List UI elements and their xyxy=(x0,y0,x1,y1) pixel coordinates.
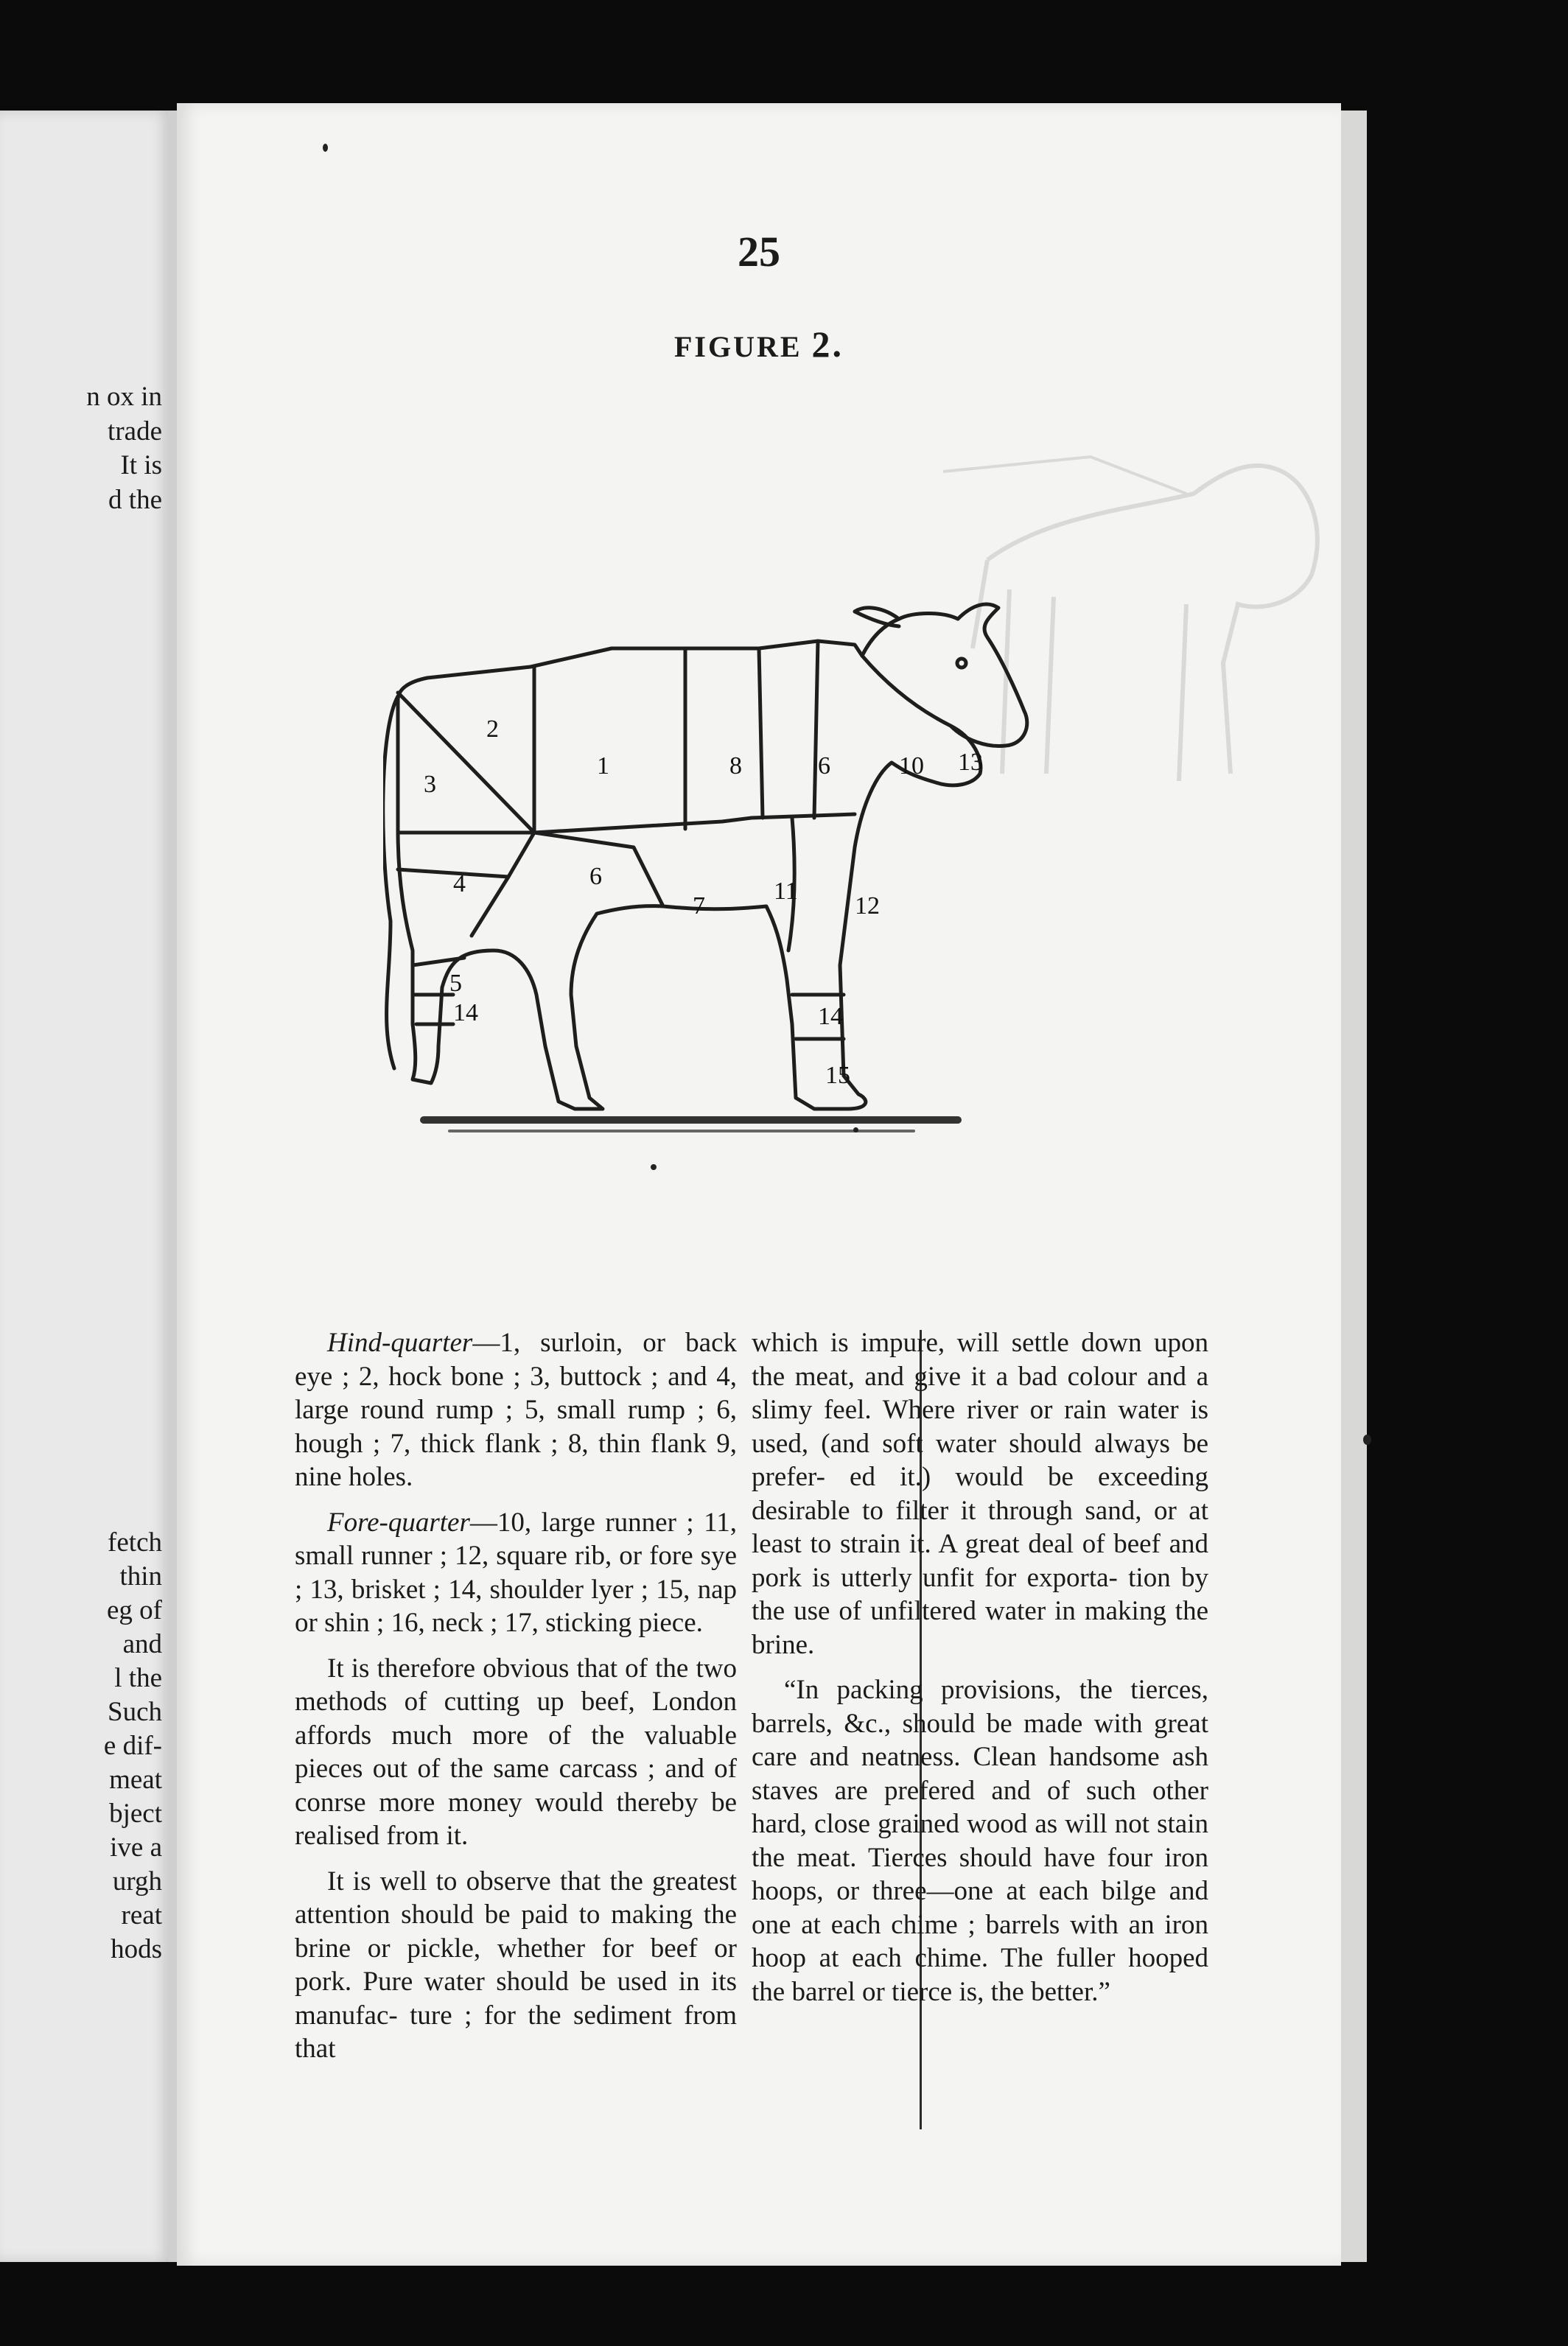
hind-quarter-text: —1, surloin, or back eye ; 2, hock bone ; 3, buttock ; and 4, large round rump ; 5, small rump ; 6, hough ; 7, thick flank ; 8, thin flank 9, nine holes. xyxy=(295,1328,737,1492)
paragraph-brine: It is well to observe that the greatest attention should be paid to making the brine or pickle, whether for beef or pork. Pure water should be used in its manufac- ture ; for the sediment from that xyxy=(295,1866,737,2064)
figure-label: FIGURE xyxy=(673,330,802,363)
paragraph-sediment: which is impure, will settle down upon the meat, and give it a bad colour and a slimy feel. Where river or rain water is used, (and soft water should always be prefer- ed it.) would be exceeding desirable to filter it through sand, or at least to strain it. A great deal of beef and pork is utterly unfit for exporta- tion by the use of unfiltered water in making the brine. xyxy=(752,1328,1208,1660)
hind-quarter-paragraph xyxy=(295,1326,737,1494)
cut-label: 2 xyxy=(486,715,499,743)
facing-page-line: bject xyxy=(109,1799,162,1829)
facing-page-line: d the xyxy=(108,485,162,515)
paragraph-packing: “In packing provisions, the tierces, barrels, &c., should be made with great care and neatness. Clean handsome ash staves are prefered and of such other hard, close grained wood as will not stain the meat. Tierces should have four iron hoops, or three—one at each bilge and one at each chime ; barrels with an iron hoop at each chime. The fuller hooped the barrel or tierce is, the better.” xyxy=(752,1675,1208,2007)
facing-page-line: urgh xyxy=(112,1866,162,1897)
cut-label: 5 xyxy=(449,970,462,997)
cut-label: 13 xyxy=(958,749,983,776)
text-column-left xyxy=(295,1326,737,2066)
print-speck xyxy=(1363,1435,1371,1445)
book-page xyxy=(177,103,1341,2266)
cut-label: 1 xyxy=(597,752,609,780)
cut-label: 14 xyxy=(818,1003,843,1030)
fore-quarter-text: —10, large runner ; 11, small runner ; 12, square rib, or fore sye ; 13, brisket ; 14, shoulder lyer ; 15, nap or shin ; 16, neck ; 17, sticking piece. xyxy=(295,1507,737,1638)
cow-tail xyxy=(383,696,398,1068)
print-speck xyxy=(651,1164,657,1170)
hind-quarter-label: Hind-quarter xyxy=(327,1328,473,1358)
beef-cuts-diagram xyxy=(383,538,1267,1179)
fore-quarter-paragraph xyxy=(295,1506,737,1640)
facing-page-line: fetch xyxy=(108,1527,162,1558)
cut-label: 6 xyxy=(818,752,830,780)
cut-label: 8 xyxy=(729,752,742,780)
facing-page-line: It is xyxy=(120,450,162,480)
cut-label: 4 xyxy=(453,870,466,897)
facing-page-line: thin xyxy=(119,1561,162,1592)
print-speck xyxy=(323,144,328,152)
paragraph-obvious: It is therefore obvious that of the two methods of cutting up beef, London affords much more of the valuable pieces out of the same carcass ; and of conrse more money would thereby be realised from it. xyxy=(295,1653,737,1851)
cut-label: 7 xyxy=(693,892,705,920)
cow-ear xyxy=(855,608,899,626)
text-column-right xyxy=(752,1326,1208,2009)
cow-eye xyxy=(957,659,966,668)
cut-label: 11 xyxy=(774,878,798,905)
facing-page-line: and xyxy=(122,1629,162,1659)
figure-title xyxy=(177,323,1341,365)
facing-page-line: l the xyxy=(114,1663,162,1693)
fore-quarter-label: Fore-quarter xyxy=(327,1507,470,1538)
cut-label: 15 xyxy=(825,1062,850,1089)
facing-page-line: trade xyxy=(108,416,162,447)
facing-page-line: ive a xyxy=(110,1832,162,1863)
facing-page-line: e dif- xyxy=(103,1731,162,1761)
cut-label: 10 xyxy=(899,752,924,780)
cut-label: 14 xyxy=(453,999,478,1026)
cut-label: 12 xyxy=(855,892,880,920)
facing-page-line: hods xyxy=(111,1934,162,1964)
facing-page-line: eg of xyxy=(107,1595,162,1625)
page-number: 25 xyxy=(738,228,780,276)
facing-page-line: Such xyxy=(108,1697,162,1727)
figure-number: 2. xyxy=(811,323,844,365)
print-speck xyxy=(853,1127,858,1132)
facing-page-line: n ox in xyxy=(86,382,162,412)
facing-page-line: reat xyxy=(121,1900,162,1930)
cut-label: 3 xyxy=(424,771,436,798)
facing-page-line: meat xyxy=(109,1765,162,1795)
facing-page xyxy=(0,111,171,2262)
cut-number-labels xyxy=(424,715,983,1089)
cut-label: 6 xyxy=(589,863,602,890)
